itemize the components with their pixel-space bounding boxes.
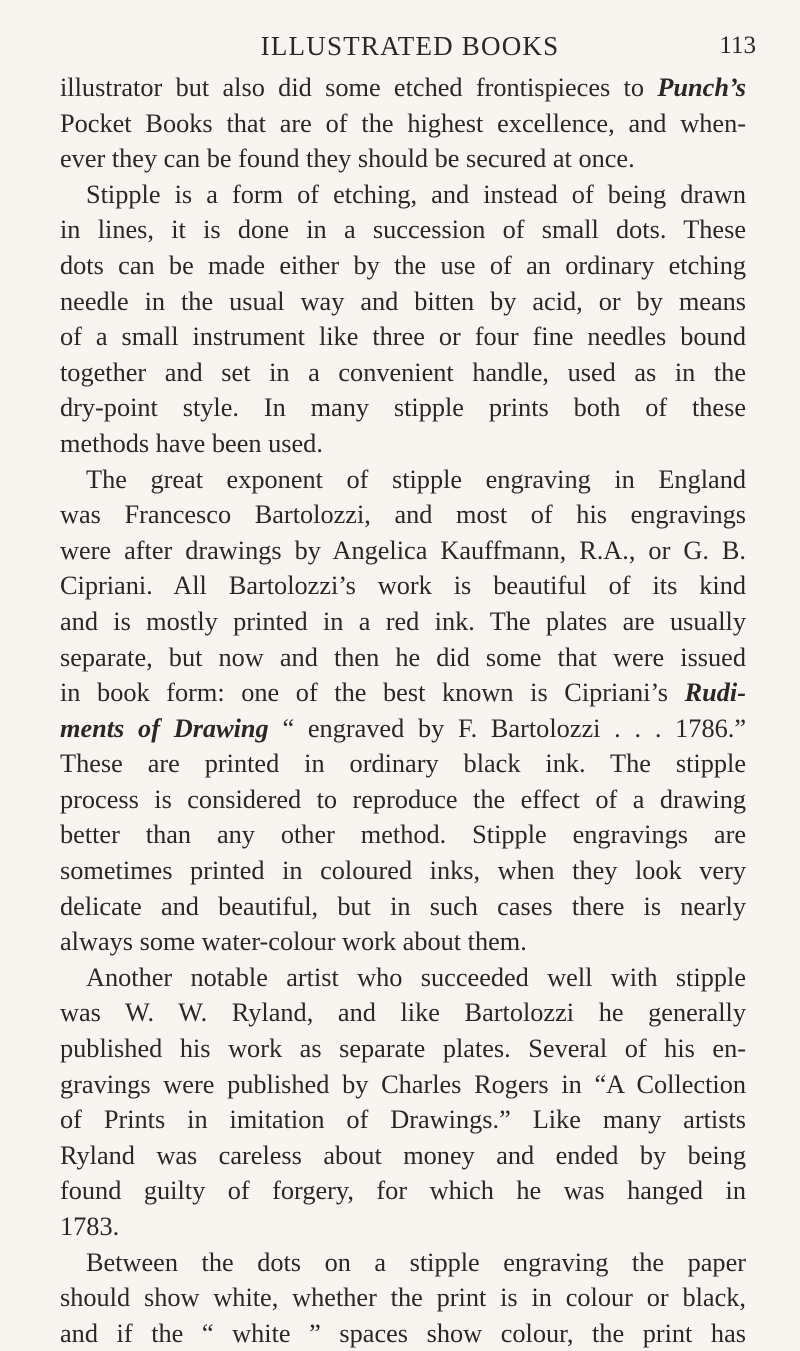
body-text xyxy=(60,70,746,1351)
text-line: published his work as separate plates. Several of his en- xyxy=(60,1034,746,1064)
text-line: should show white, whether the print is in colour or black, xyxy=(60,1283,746,1313)
text-line: always some water-colour work about them. xyxy=(60,927,527,957)
text-line: and is mostly printed in a red ink. The plates are usually xyxy=(60,606,746,636)
text-line: in lines, it is done in a succession of small dots. These xyxy=(60,215,746,245)
book-title-italic: Punch’s xyxy=(657,73,746,102)
text-line: Pocket Books that are of the highest excellence, and when- xyxy=(60,108,746,138)
text-line: 1783. xyxy=(60,1212,120,1241)
text-line: of Prints in imitation of Drawings.” Like many artists xyxy=(60,1105,746,1135)
text-line: separate, but now and then he did some that were issued xyxy=(60,642,746,672)
text-line: process is considered to reproduce the effect of a drawing xyxy=(60,784,746,814)
text-line: The great exponent of stipple engraving in England xyxy=(86,464,746,494)
text-line: Cipriani. All Bartolozzi’s work is beautiful of its kind xyxy=(60,571,746,601)
text-line: Stipple is a form of etching, and instead of being drawn xyxy=(86,179,746,209)
text-line: was W. W. Ryland, and like Bartolozzi he generally xyxy=(60,998,746,1028)
text-line: ments of Drawing “ engraved by F. Bartolozzi . . . 1786.” xyxy=(60,713,747,743)
text-line: was Francesco Bartolozzi, and most of his engravings xyxy=(60,500,746,530)
text-line: sometimes printed in coloured inks, when they look very xyxy=(60,856,746,886)
text-line: Another notable artist who succeeded well with stipple xyxy=(86,962,746,992)
text-line: ever they can be found they should be secured at once. xyxy=(60,144,635,174)
text-line: These are printed in ordinary black ink. The stipple xyxy=(60,749,746,779)
page-number: 113 xyxy=(719,32,756,59)
text-line: dots can be made either by the use of an ordinary etching xyxy=(60,250,746,280)
text-line: found guilty of forgery, for which he was hanged in xyxy=(60,1176,746,1206)
book-title-italic: Rudi- xyxy=(684,678,746,708)
text-line: dry-point style. In many stipple prints both of these xyxy=(60,393,746,423)
text-line: delicate and beautiful, but in such cases there is nearly xyxy=(60,891,746,921)
page-header xyxy=(60,26,760,66)
book-title-italic: ments of Drawing xyxy=(60,713,269,743)
running-head: ILLUSTRATED BOOKS xyxy=(260,31,560,61)
text-line: gravings were published by Charles Rogers in “A Collection xyxy=(60,1069,746,1099)
text-line: better than any other method. Stipple engravings are xyxy=(60,820,746,850)
text-line: and if the “ white ” spaces show colour, the print has xyxy=(60,1318,746,1348)
text-line: were after drawings by Angelica Kauffmann, R.A., or G. B. xyxy=(60,535,746,565)
text-line: together and set in a convenient handle, used as in the xyxy=(60,357,746,387)
text-line-start: illustrator but also did some etched frontispieces to Punch’s xyxy=(60,73,746,102)
text-line: Between the dots on a stipple engraving the paper xyxy=(86,1247,746,1277)
text-line: methods have been used. xyxy=(60,428,323,458)
text-line: needle in the usual way and bitten by acid, or by means xyxy=(60,286,746,316)
text-line xyxy=(60,70,746,106)
text-line: of a small instrument like three or four fine needles bound xyxy=(60,322,746,352)
text-line: Ryland was careless about money and ended by being xyxy=(60,1140,746,1170)
text-line: in book form: one of the best known is Cipriani’s Rudi- xyxy=(60,678,746,708)
